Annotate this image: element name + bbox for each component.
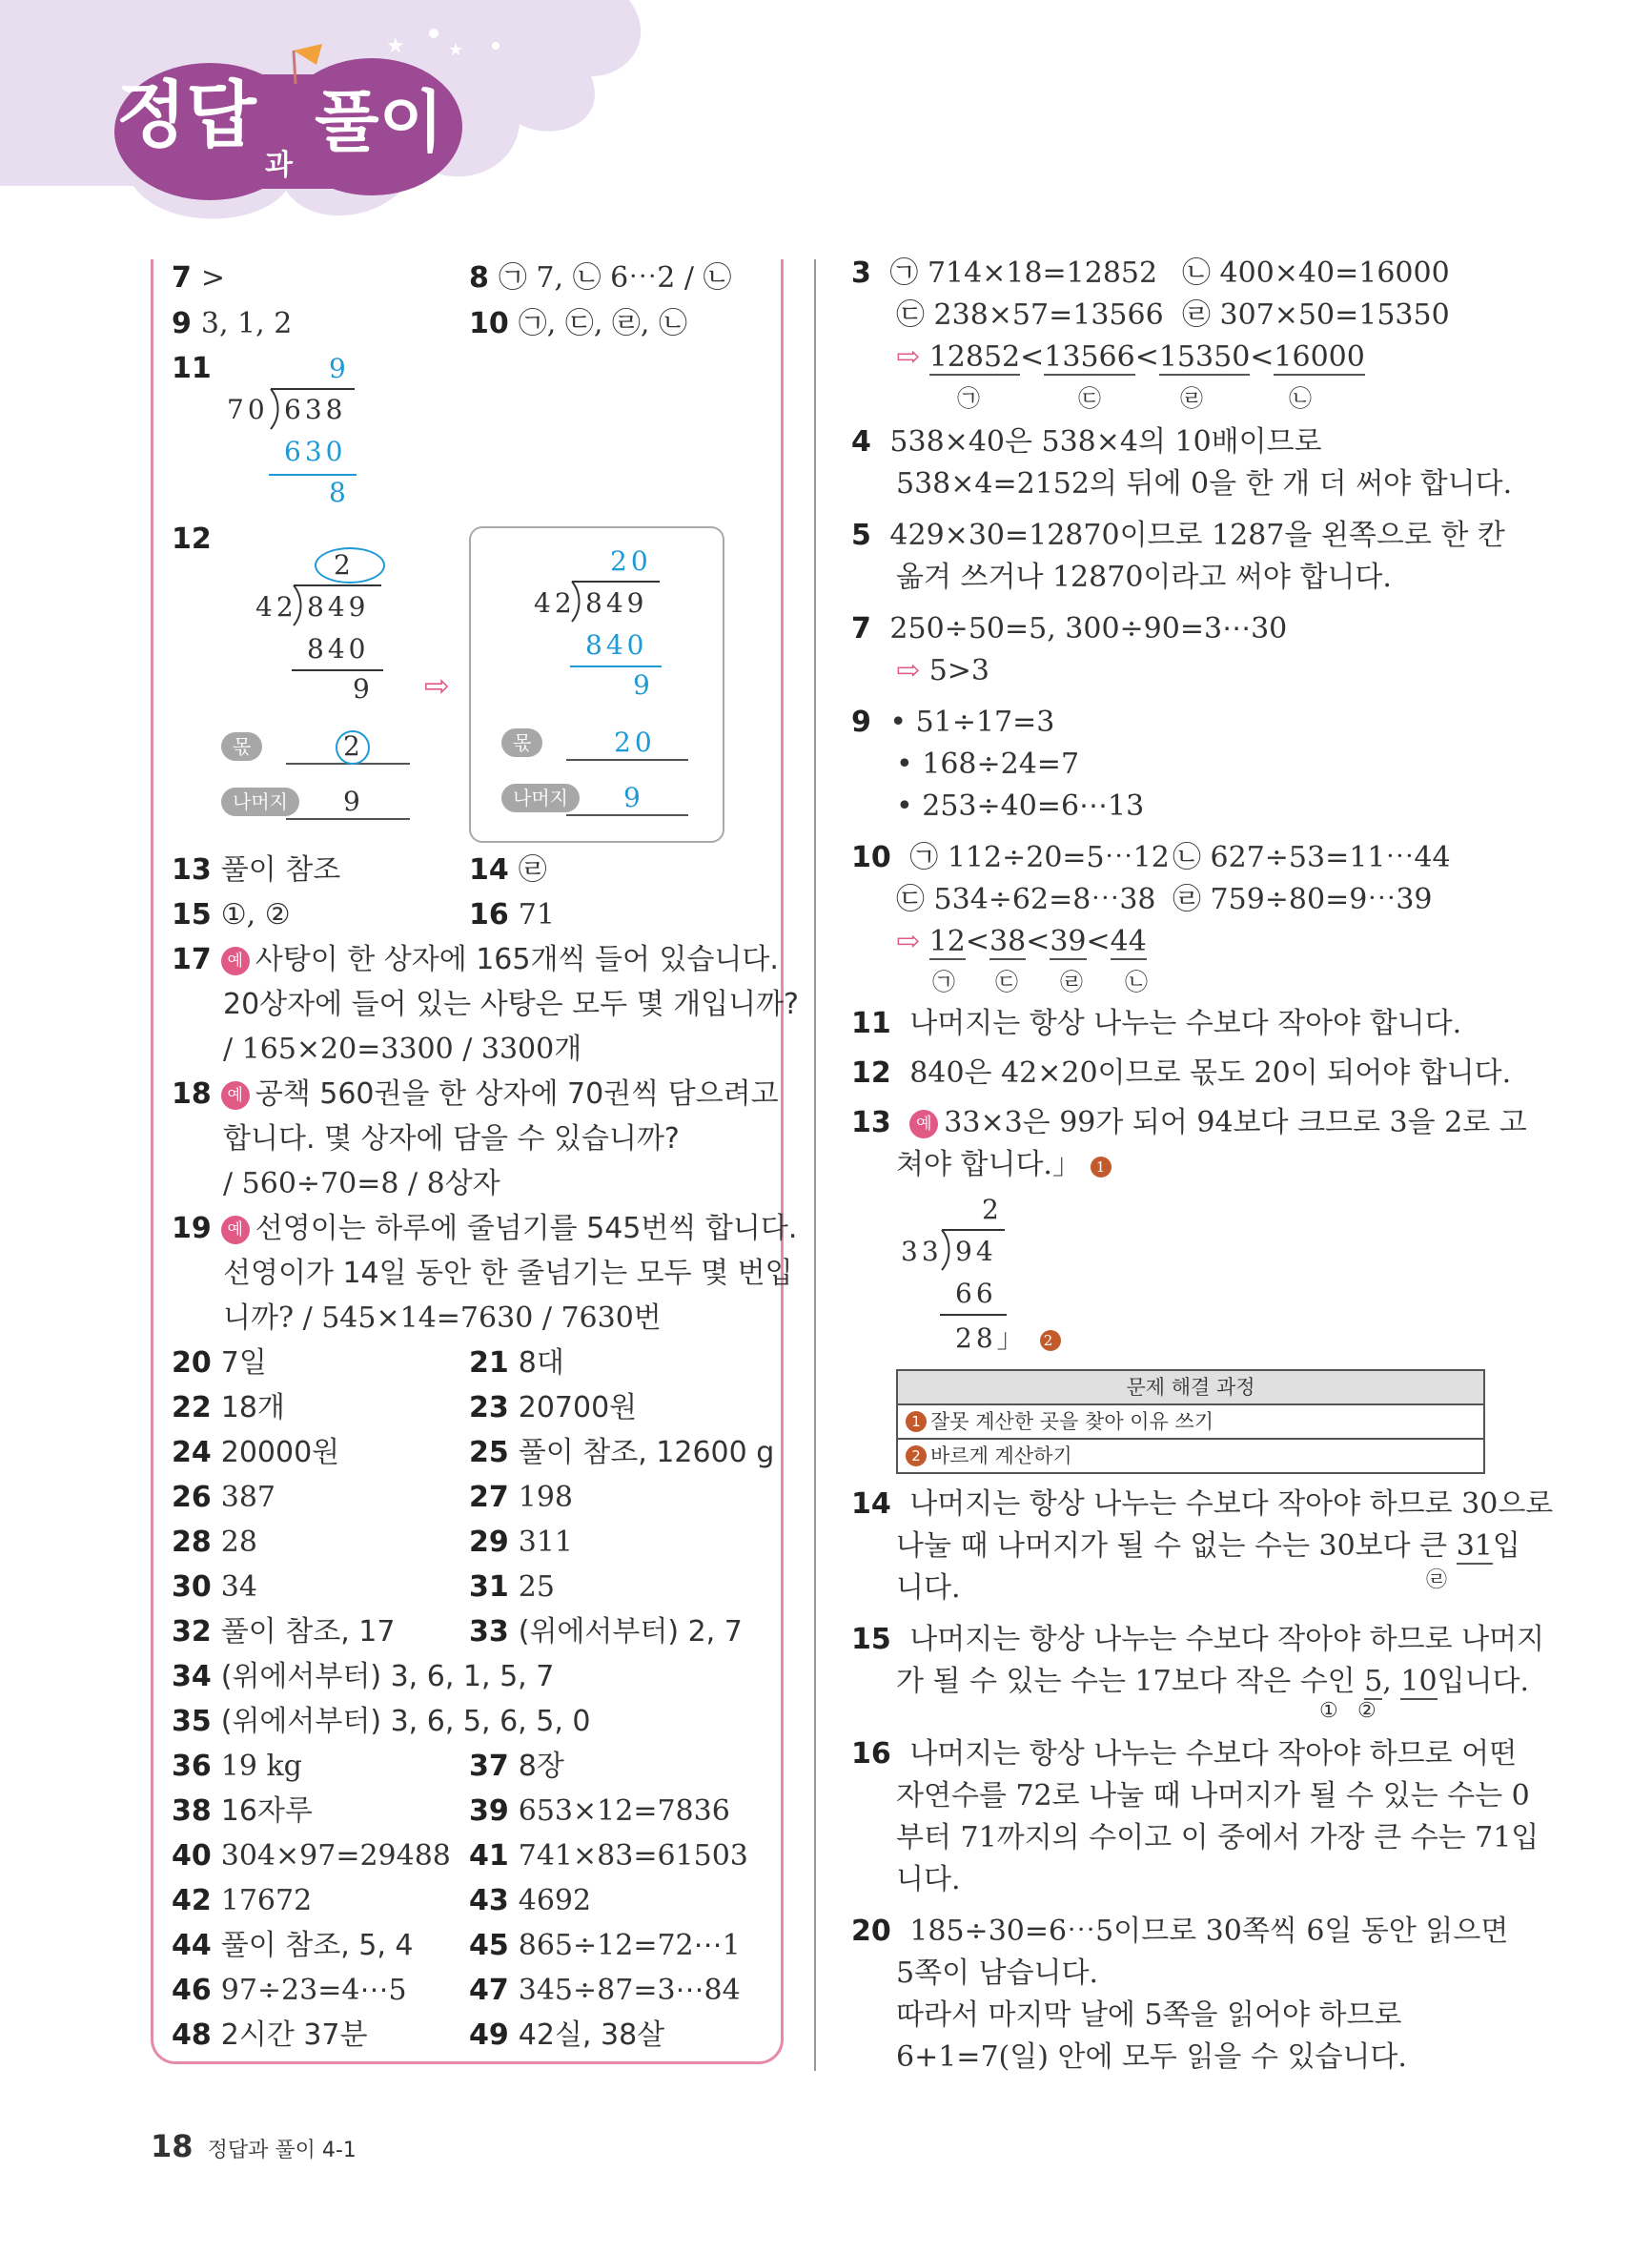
solution-5-line2: 옮겨 쓰거나 12870이라고 써야 합니다. bbox=[896, 561, 1392, 594]
q12-right-product: 840 bbox=[585, 629, 648, 661]
q11-remainder: 8 bbox=[329, 477, 350, 508]
q11-quotient: 9 bbox=[329, 353, 350, 384]
solution-13-remainder: 28」 2 bbox=[955, 1318, 1065, 1356]
answer-49: 49 42실, 38살 bbox=[469, 2018, 665, 2052]
svg-text:★: ★ bbox=[386, 34, 405, 58]
answer-48: 48 2시간 37분 bbox=[172, 2018, 368, 2052]
solution-9-line2: • 168÷24=7 bbox=[896, 748, 1080, 781]
q12-line bbox=[292, 669, 383, 671]
solution-3-line2b: ㉣ 307×50=15350 bbox=[1182, 298, 1450, 332]
answer-38: 38 16자루 bbox=[172, 1794, 313, 1828]
solution-16-line2: 자연수를 72로 나눌 때 나머지가 될 수 있는 수는 0 bbox=[896, 1779, 1530, 1813]
q12-right-remainder: 9 bbox=[633, 669, 654, 701]
answer-29: 29 311 bbox=[469, 1526, 574, 1559]
solution-4-line2: 538×4=2152의 뒤에 0을 한 개 더 써야 합니다. bbox=[896, 467, 1513, 501]
answer-16: 16 71 bbox=[469, 898, 555, 932]
answer-45: 45 865÷12=72⋯1 bbox=[469, 1929, 741, 1962]
solution-10-order: ⇨ 12<38<39<44 bbox=[896, 925, 1147, 958]
solution-14-line2: 나눌 때 나머지가 될 수 없는 수는 30보다 큰 31입 bbox=[896, 1529, 1520, 1563]
solution-15-mark2: ② bbox=[1357, 1699, 1377, 1723]
page-footer bbox=[151, 2128, 357, 2164]
solution-14-mark: ㉣ bbox=[1426, 1568, 1448, 1592]
solution-10-line2b: ㉣ 759÷80=9⋯39 bbox=[1173, 883, 1433, 916]
solution-4-line1: 4 538×40은 538×4의 10배이므로 bbox=[851, 425, 1322, 459]
answer-19-line1: 19 예 선영이는 하루에 줄넘기를 545번씩 합니다. bbox=[172, 1212, 798, 1245]
answer-12: 12 bbox=[172, 522, 212, 556]
solution-3-mark3: ㉣ bbox=[1180, 385, 1203, 412]
answer-17-line2: 20상자에 들어 있는 사탕은 모두 몇 개입니까? bbox=[223, 988, 799, 1021]
solution-9-line1: 9 • 51÷17=3 bbox=[851, 706, 1055, 739]
answer-13: 13 풀이 참조 bbox=[172, 853, 341, 887]
solution-15-mark1: ① bbox=[1319, 1699, 1338, 1723]
answer-30: 30 34 bbox=[172, 1570, 257, 1604]
answer-40: 40 304×97=29488 bbox=[172, 1839, 451, 1873]
answer-11: 11 bbox=[172, 352, 212, 385]
answer-36: 36 19 kg bbox=[172, 1750, 302, 1783]
solution-13-line1: 13 예 33×3은 99가 되어 94보다 크므로 3을 2로 고 bbox=[851, 1106, 1527, 1139]
answer-18-line2: 합니다. 몇 상자에 담을 수 있습니까? bbox=[223, 1122, 680, 1156]
answer-21: 21 8대 bbox=[469, 1346, 564, 1380]
svg-text:★: ★ bbox=[448, 40, 464, 60]
solution-3-order: ⇨ 12852<13566<15350<16000 bbox=[896, 340, 1365, 374]
answer-14: 14 ㉣ bbox=[469, 853, 547, 887]
answer-18-line1: 18 예 공책 560권을 한 상자에 70권씩 담으려고 bbox=[172, 1077, 779, 1111]
process-table-row2: 2 바르게 계산하기 bbox=[898, 1438, 1483, 1472]
process-table-head: 문제 해결 과정 bbox=[898, 1371, 1483, 1403]
answer-19-line3: 니까? / 545×14=7630 / 7630번 bbox=[223, 1301, 662, 1335]
q12-quot-label: 몫 bbox=[221, 732, 262, 761]
solution-13-quotient: 2 bbox=[982, 1194, 1003, 1225]
solution-13-product: 66 bbox=[955, 1278, 997, 1309]
answer-44: 44 풀이 참조, 5, 4 bbox=[172, 1929, 414, 1962]
q11-line bbox=[269, 474, 357, 476]
answer-22: 22 18개 bbox=[172, 1391, 285, 1424]
q12-divisor: 42 bbox=[255, 591, 297, 623]
solution-3-mark1: ㉠ bbox=[957, 385, 980, 412]
solution-13-line2: 쳐야 합니다.」 1 bbox=[896, 1146, 1115, 1184]
q12-right-line bbox=[570, 666, 662, 667]
answer-17-line3: / 165×20=3300 / 3300개 bbox=[223, 1033, 582, 1066]
answer-33: 33 (위에서부터) 2, 7 bbox=[469, 1615, 743, 1649]
solution-5-line1: 5 429×30=12870이므로 1287을 왼쪽으로 한 칸 bbox=[851, 519, 1505, 552]
solution-9-line3: • 253÷40=6⋯13 bbox=[896, 789, 1145, 823]
answer-10: 10 ㉠, ㉢, ㉣, ㉡ bbox=[469, 307, 687, 340]
solution-10-line1: 10 ㉠ 112÷20=5⋯12 bbox=[851, 841, 1170, 874]
answer-24: 24 20000원 bbox=[172, 1436, 340, 1469]
answer-34: 34 (위에서부터) 3, 6, 1, 5, 7 bbox=[172, 1660, 555, 1693]
solution-3-mark4: ㉡ bbox=[1289, 385, 1312, 412]
answer-35: 35 (위에서부터) 3, 6, 5, 6, 5, 0 bbox=[172, 1705, 591, 1738]
title-word-1: 정답 bbox=[116, 72, 256, 157]
title-word-3: 풀이 bbox=[315, 83, 444, 161]
solution-13-line bbox=[940, 1314, 1007, 1316]
solution-3-line1: 3 ㉠ 714×18=12852 bbox=[851, 256, 1158, 290]
q12-wrong-quotient: 2 bbox=[334, 549, 355, 581]
answer-31: 31 25 bbox=[469, 1570, 555, 1604]
answer-17-line1: 17 예 사탕이 한 상자에 165개씩 들어 있습니다. bbox=[172, 943, 779, 976]
solution-16-line4: 니다. bbox=[896, 1863, 961, 1896]
q11-divisor: 70 bbox=[227, 394, 269, 425]
answer-23: 23 20700원 bbox=[469, 1391, 638, 1424]
q12-wrong-product: 840 bbox=[307, 633, 370, 665]
answer-37: 37 8장 bbox=[469, 1750, 564, 1783]
q12-rem-label: 나머지 bbox=[221, 788, 299, 816]
answer-39: 39 653×12=7836 bbox=[469, 1794, 730, 1828]
q12-right-quotient: 20 bbox=[610, 545, 652, 577]
q12-wrong-remainder: 9 bbox=[353, 673, 374, 705]
q12-dividend: 849 bbox=[307, 591, 370, 623]
answer-8: 8 ㉠ 7, ㉡ 6⋯2 / ㉡ bbox=[469, 261, 732, 295]
process-table-row1: 1 잘못 계산한 곳을 찾아 이유 쓰기 bbox=[898, 1403, 1483, 1438]
answer-19-line2: 선영이가 14일 동안 한 줄넘기는 모두 몇 번입 bbox=[223, 1257, 793, 1290]
answer-25: 25 풀이 참조, 12600 g bbox=[469, 1436, 775, 1469]
footer-title: 정답과 풀이 4-1 bbox=[207, 2139, 357, 2162]
answer-18-line3: / 560÷70=8 / 8상자 bbox=[223, 1167, 500, 1200]
solution-7-line1: 7 250÷50=5, 300÷90=3⋯30 bbox=[851, 612, 1288, 645]
page-number: 18 bbox=[151, 2128, 194, 2164]
column-divider bbox=[814, 259, 816, 2071]
q12-quot-answer: 2 bbox=[343, 730, 364, 762]
q12-right-rem-answer: 9 bbox=[623, 782, 644, 813]
solution-20-line2: 5쪽이 남습니다. bbox=[896, 1956, 1099, 1990]
title-word-2: 과 bbox=[265, 149, 293, 182]
q12-right-quot-label: 몫 bbox=[501, 728, 542, 757]
solution-20-line1: 20 185÷30=6⋯5이므로 30쪽씩 6일 동안 읽으면 bbox=[851, 1915, 1509, 1948]
process-table bbox=[896, 1369, 1485, 1474]
q11-product: 630 bbox=[284, 436, 347, 467]
answer-46: 46 97÷23=4⋯5 bbox=[172, 1974, 407, 2007]
solution-20-line4: 6+1=7(일) 안에 모두 읽을 수 있습니다. bbox=[896, 2040, 1407, 2074]
solution-15-line2: 가 될 수 있는 수는 17보다 작은 수인 5, 10입니다. bbox=[896, 1665, 1530, 1698]
answer-7: 7 > bbox=[172, 261, 226, 295]
answer-43: 43 4692 bbox=[469, 1884, 592, 1917]
solution-10-mark4: ㉡ bbox=[1125, 969, 1148, 995]
solution-10-line1b: ㉡ 627÷53=11⋯44 bbox=[1173, 841, 1451, 874]
solution-7-line2: ⇨ 5>3 bbox=[896, 654, 989, 687]
solution-20-line3: 따라서 마지막 날에 5쪽을 읽어야 하므로 bbox=[896, 1998, 1402, 2032]
answer-28: 28 28 bbox=[172, 1526, 257, 1559]
q12-rem-answer: 9 bbox=[343, 786, 364, 817]
solution-16-line3: 부터 71까지의 수이고 이 중에서 가장 큰 수는 71입 bbox=[896, 1821, 1540, 1854]
solution-10-mark2: ㉢ bbox=[995, 969, 1018, 995]
solution-10-line2: ㉢ 534÷62=8⋯38 bbox=[896, 883, 1156, 916]
q11-dividend: 638 bbox=[284, 394, 347, 425]
solution-13-divisor: 33 bbox=[901, 1236, 943, 1267]
answer-42: 42 17672 bbox=[172, 1884, 313, 1917]
answer-20: 20 7일 bbox=[172, 1346, 267, 1380]
q12-right-quot-answer: 20 bbox=[614, 727, 656, 758]
answer-27: 27 198 bbox=[469, 1481, 574, 1514]
solution-14-line3: 니다. bbox=[896, 1571, 961, 1605]
answer-41: 41 741×83=61503 bbox=[469, 1839, 748, 1873]
answer-47: 47 345÷87=3⋯84 bbox=[469, 1974, 741, 2007]
solution-3-mark2: ㉢ bbox=[1078, 385, 1101, 412]
solution-15-line1: 15 나머지는 항상 나누는 수보다 작아야 하므로 나머지 bbox=[851, 1623, 1545, 1656]
solution-3-line1b: ㉡ 400×40=16000 bbox=[1182, 256, 1450, 290]
solution-10-mark1: ㉠ bbox=[932, 969, 955, 995]
q12-right-divisor: 42 bbox=[534, 587, 576, 619]
solution-3-line2: ㉢ 238×57=13566 bbox=[896, 298, 1164, 332]
q12-right-rem-label: 나머지 bbox=[501, 784, 580, 812]
q12-arrow-icon: ⇨ bbox=[424, 667, 450, 704]
answer-15: 15 ①, ② bbox=[172, 898, 291, 932]
solution-14-line1: 14 나머지는 항상 나누는 수보다 작아야 하므로 30으로 bbox=[851, 1487, 1554, 1521]
solution-16-line1: 16 나머지는 항상 나누는 수보다 작아야 하므로 어떤 bbox=[851, 1737, 1518, 1771]
answer-32: 32 풀이 참조, 17 bbox=[172, 1615, 396, 1649]
answer-26: 26 387 bbox=[172, 1481, 276, 1514]
q12-right-dividend: 849 bbox=[585, 587, 648, 619]
solution-12: 12 840은 42×20이므로 몫도 20이 되어야 합니다. bbox=[851, 1056, 1512, 1090]
solution-13-dividend: 94 bbox=[955, 1236, 997, 1267]
solution-11: 11 나머지는 항상 나누는 수보다 작아야 합니다. bbox=[851, 1007, 1462, 1040]
answer-9: 9 3, 1, 2 bbox=[172, 307, 293, 340]
solution-10-mark3: ㉣ bbox=[1060, 969, 1083, 995]
